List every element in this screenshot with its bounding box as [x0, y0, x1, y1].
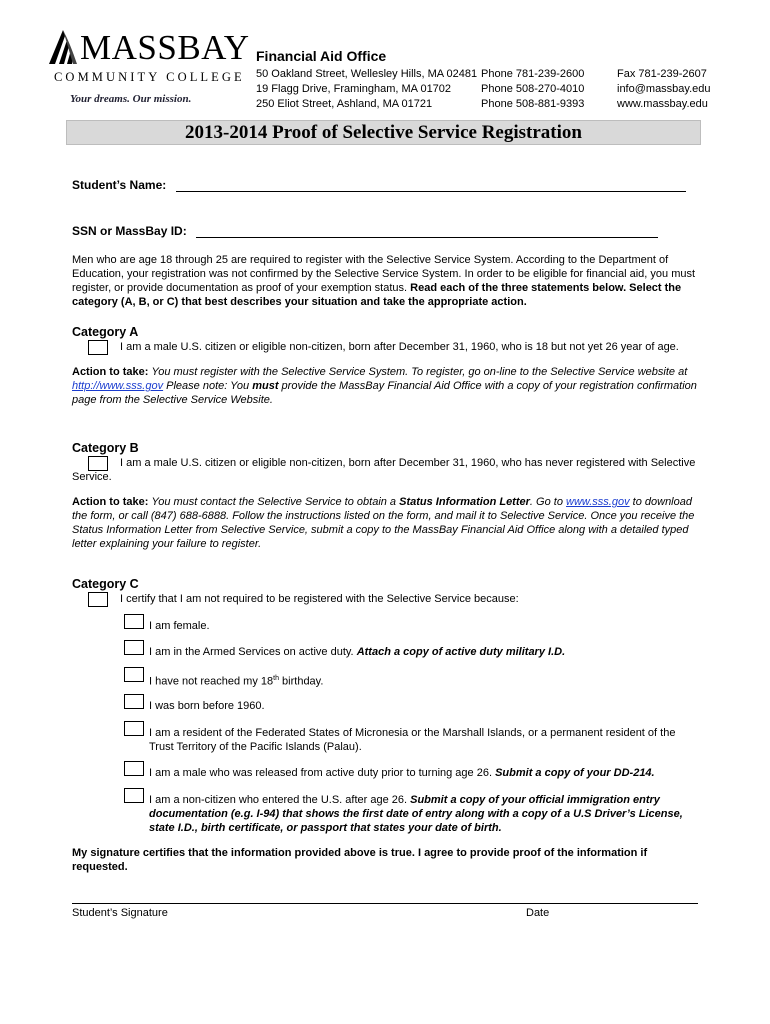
- option-checkbox[interactable]: [124, 614, 144, 629]
- option-label: I was born before 1960.: [149, 700, 265, 712]
- option-label: I am a non-citizen who entered the U.S. after age 26.: [149, 794, 408, 806]
- option-text: [149, 699, 699, 713]
- fax-line: Fax 781-239-2607: [617, 68, 707, 80]
- tagline: Your dreams. Our mission.: [70, 93, 192, 105]
- date-label: Date: [526, 907, 550, 919]
- address-line: 50 Oakland Street, Wellesley Hills, MA 02481: [256, 68, 478, 80]
- option-checkbox[interactable]: [124, 667, 144, 682]
- option-text: [149, 726, 699, 754]
- option-text: [149, 672, 699, 689]
- action-text: You must contact the Selective Service to obtain a: [151, 496, 397, 508]
- ordinal-suffix: th: [273, 675, 279, 682]
- phone-line: Phone 781-239-2600: [481, 68, 585, 80]
- action-label: Action to take:: [72, 496, 149, 508]
- category-b-statement: I am a male U.S. citizen or eligible non-citizen, born after December 31, 1960, who has never registered with Selective Service.: [72, 457, 696, 483]
- option-text: [149, 619, 699, 633]
- phone-line: Phone 508-881-9393: [481, 98, 585, 110]
- intro-text: Men who are age 18 through 25 are required to register with the Selective Service System. According to the Department of Education, your registration was not confirmed by the Selective Service System. In order to be eligible for financial aid, you must register, or provide documentation as proof of your exemption status.: [72, 254, 696, 294]
- option-label: birthday.: [278, 675, 324, 688]
- page-title: 2013-2014 Proof of Selective Service Registration: [66, 120, 701, 145]
- action-text: Please note: You: [166, 380, 250, 392]
- intro-paragraph: [72, 253, 697, 309]
- option-label: I have not reached my 18: [149, 675, 274, 688]
- logo-wordmark: MASSBAY: [80, 28, 250, 67]
- category-c-checkbox[interactable]: [88, 592, 108, 607]
- contact-block: [617, 67, 711, 112]
- option-checkbox[interactable]: [124, 788, 144, 803]
- signature-label: Student’s Signature: [72, 907, 168, 919]
- category-a-action: [72, 365, 697, 407]
- option-checkbox[interactable]: [124, 694, 144, 709]
- option-text: [149, 645, 699, 659]
- option-checkbox[interactable]: [124, 761, 144, 776]
- email-link[interactable]: info@massbay.edu: [617, 83, 711, 95]
- signature-line[interactable]: [72, 903, 698, 904]
- name-field[interactable]: [176, 191, 686, 192]
- certification-statement: My signature certifies that the information provided above is true. I agree to provide proof of the information if requested.: [72, 847, 648, 873]
- option-checkbox[interactable]: [124, 721, 144, 736]
- action-text: You must register with the Selective Service System. To register, go on-line to the Selective Service website at: [151, 366, 688, 378]
- category-b-title: Category B: [72, 441, 139, 455]
- category-a-title: Category A: [72, 325, 139, 339]
- option-text: [149, 793, 699, 835]
- sss-link[interactable]: www.sss.gov: [566, 496, 630, 508]
- option-checkbox[interactable]: [124, 640, 144, 655]
- phone-line: Phone 508-270-4010: [481, 83, 585, 95]
- category-c-statement: I certify that I am not required to be registered with the Selective Service because:: [120, 593, 519, 605]
- category-a-checkbox[interactable]: [88, 340, 108, 355]
- action-emphasis: must: [252, 380, 279, 392]
- address-line: 250 Eliot Street, Ashland, MA 01721: [256, 98, 433, 110]
- office-title: Financial Aid Office: [256, 48, 387, 64]
- ssn-field[interactable]: [196, 237, 658, 238]
- action-label: Action to take:: [72, 366, 149, 378]
- action-text: provide the MassBay Financial Aid Office with a copy of your registration confirmation page from the Selective Service Website.: [72, 380, 697, 406]
- logo-subtitle: COMMUNITY COLLEGE: [54, 70, 245, 84]
- name-label: Student’s Name:: [72, 178, 167, 192]
- action-emphasis: Status Information Letter: [399, 496, 530, 508]
- phone-block: [481, 67, 584, 112]
- option-text: [149, 766, 699, 780]
- logo-mark-icon: [47, 26, 79, 66]
- option-label: I am in the Armed Services on active duty.: [149, 646, 354, 658]
- intro-instruction: Read each of the three statements below. Select the category (A, B, or C) that best describes your situation and take the appropriate action.: [72, 282, 682, 308]
- category-a-statement: I am a male U.S. citizen or eligible non-citizen, born after December 31, 1960, who is 18 but not yet 26 year of age.: [120, 341, 679, 353]
- action-text: . Go to: [529, 496, 563, 508]
- address-line: 19 Flagg Drive, Framingham, MA 01702: [256, 83, 452, 95]
- ssn-label: SSN or MassBay ID:: [72, 224, 187, 238]
- sss-link[interactable]: http://www.sss.gov: [72, 380, 164, 392]
- option-label: I am a resident of the Federated States of Micronesia or the Marshall Islands, or a permanent resident of the Trust Territory of the Pacific Islands (Palau).: [149, 727, 676, 753]
- option-instruction: Attach a copy of active duty military I.D.: [356, 646, 566, 658]
- option-instruction: Submit a copy of your DD-214.: [495, 767, 655, 779]
- website-link[interactable]: www.massbay.edu: [617, 98, 708, 110]
- address-block: [256, 67, 477, 112]
- option-instruction: Submit a copy of your official immigration entry documentation (e.g. I-94) that shows the first date of entry along with a copy of a U.S Driver’s License, state I.D., birth certificate, or passport that states your date of birth.: [149, 794, 683, 834]
- option-label: I am female.: [149, 620, 210, 632]
- action-text: to download the form, or call (847) 688-6888. Follow the instructions listed on the form, and mail it to Selective Service. Once you receive the Status Information Letter from Selective Service, submit a copy to the MassBay Financial Aid Office along with a detailed typed letter explaining your failure to register.: [72, 496, 695, 550]
- category-c-title: Category C: [72, 577, 139, 591]
- category-b-action: [72, 495, 697, 551]
- option-label: I am a male who was released from active duty prior to turning age 26.: [149, 767, 493, 779]
